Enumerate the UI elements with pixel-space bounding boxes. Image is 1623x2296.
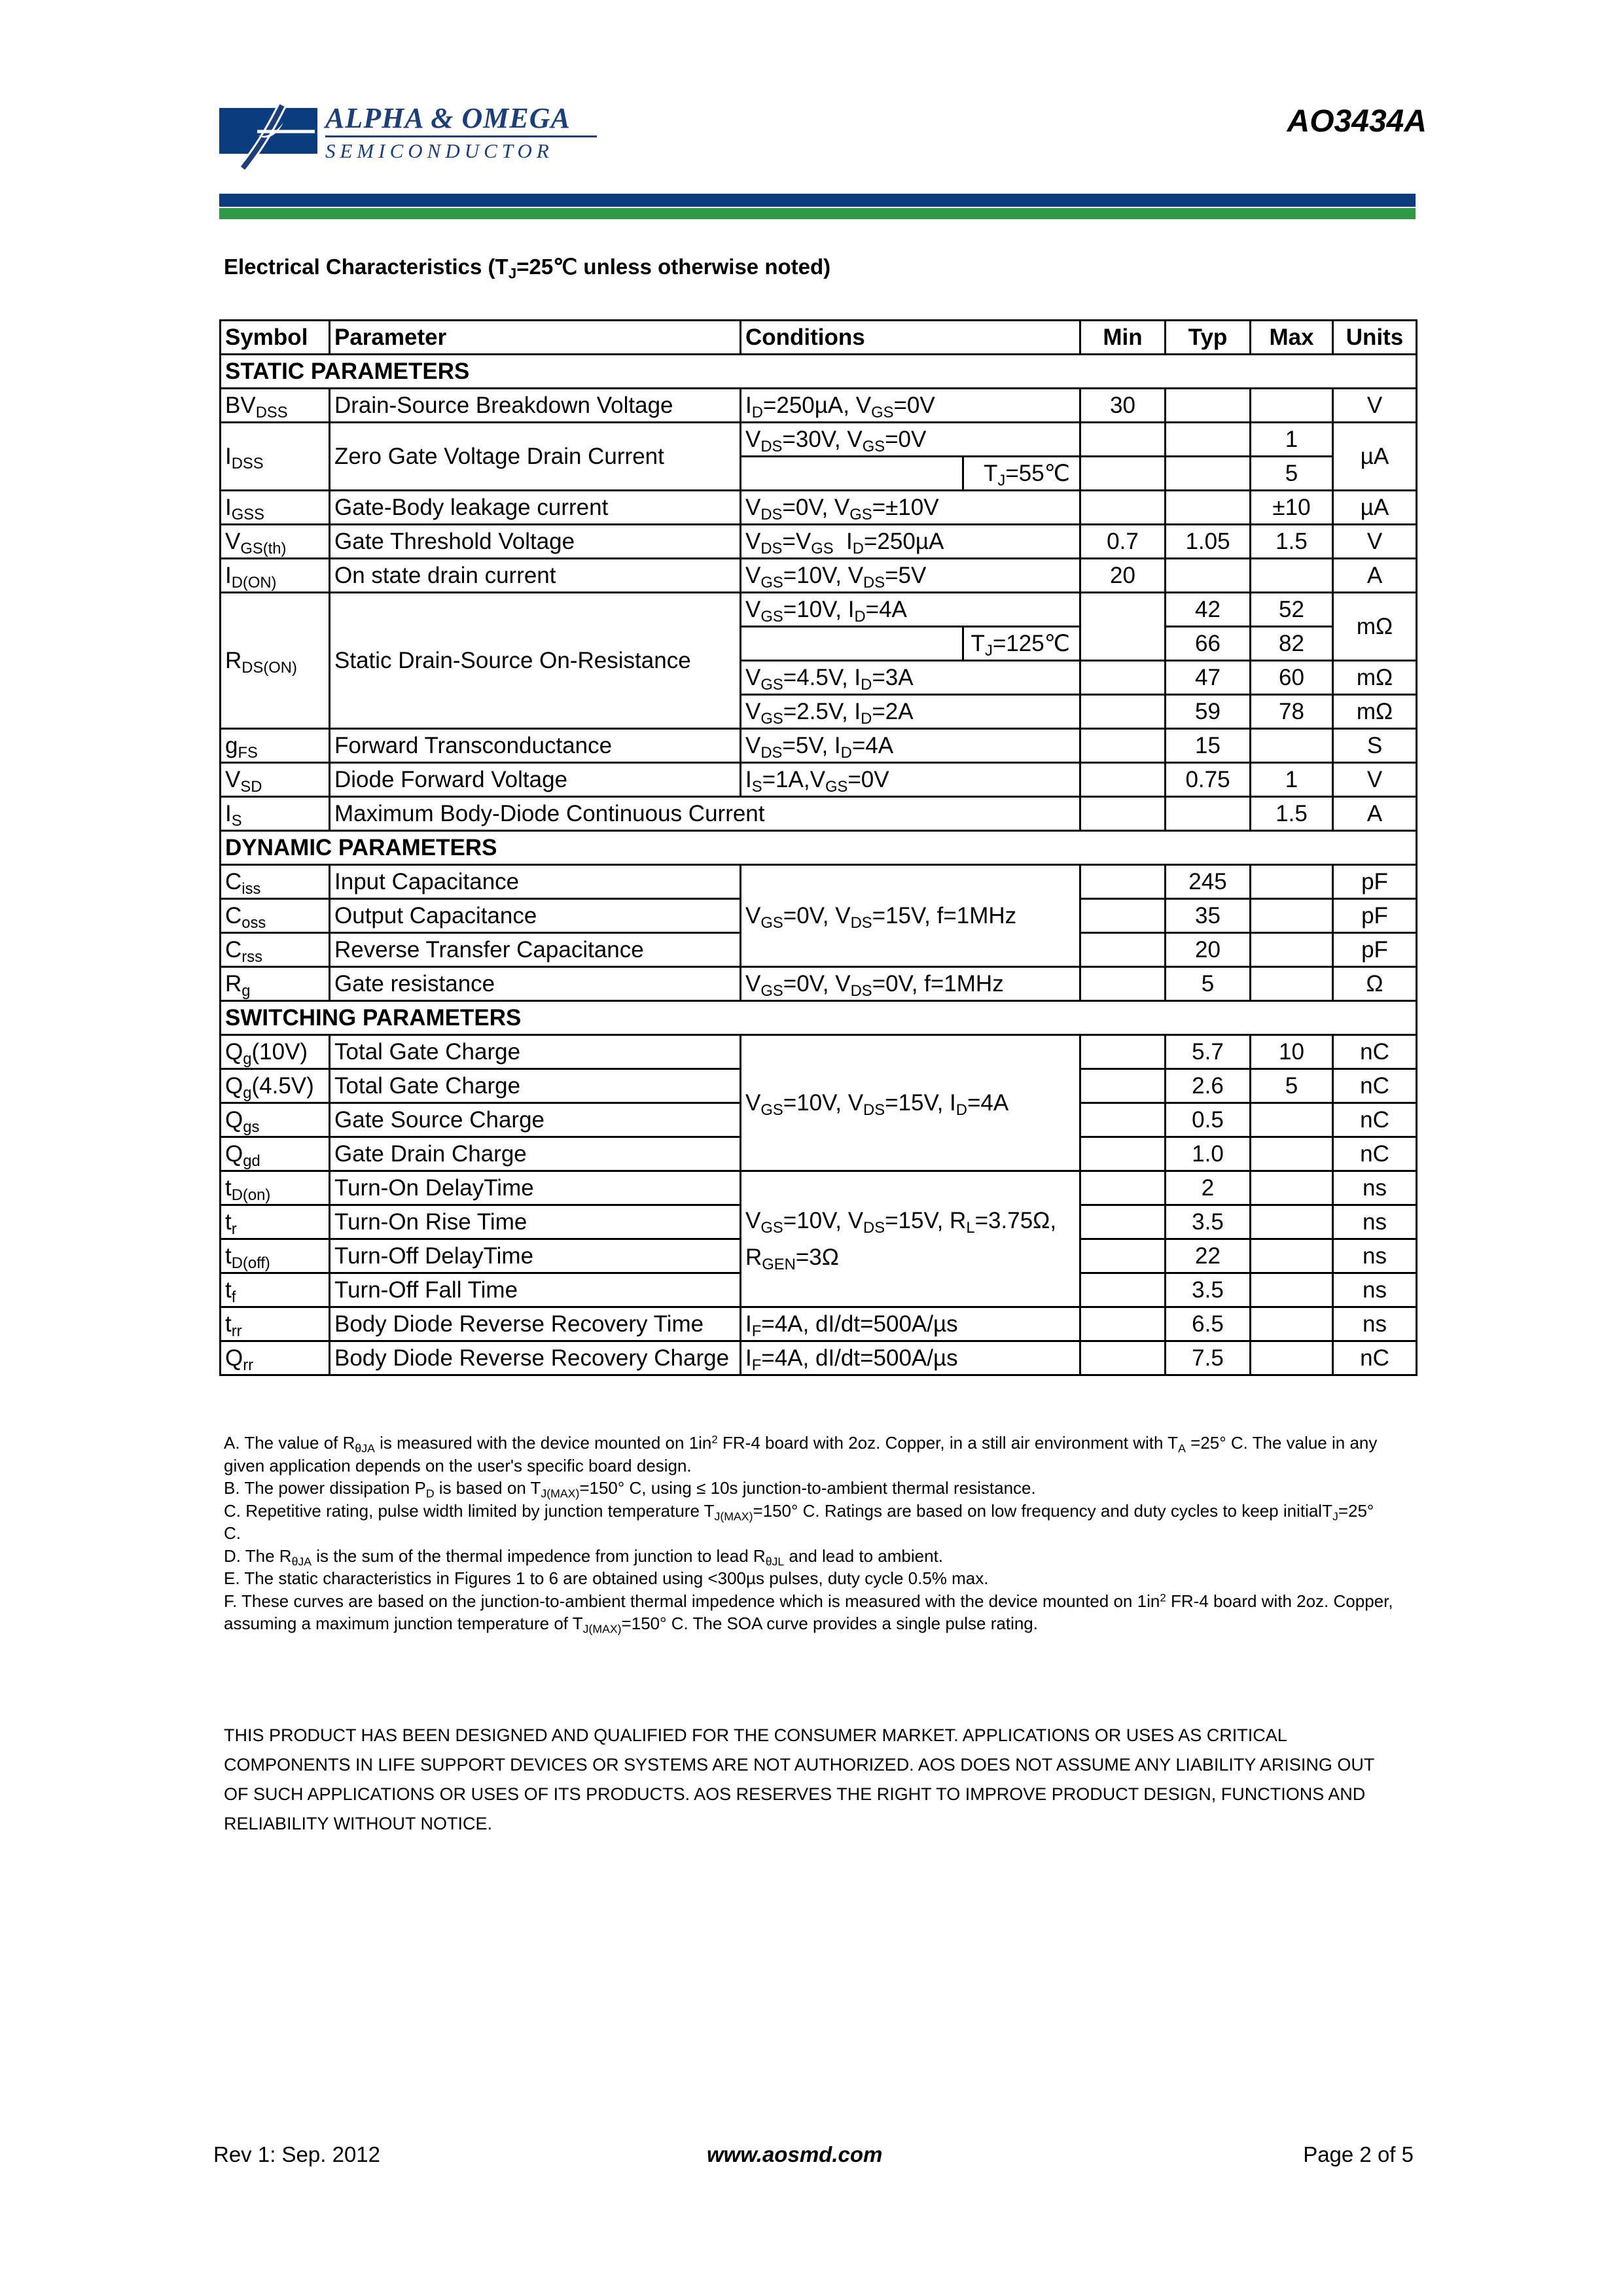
parameter-cell: Turn-Off Fall Time: [330, 1273, 741, 1307]
typ-cell: [1166, 423, 1251, 457]
max-cell: 82: [1251, 627, 1333, 661]
table-row: [221, 593, 1417, 627]
unit-cell: V: [1333, 763, 1417, 797]
unit-cell: mΩ: [1333, 593, 1417, 661]
min-cell: [1080, 1069, 1166, 1103]
parameter-cell: Gate-Body leakage current: [330, 491, 741, 525]
table-row: [221, 559, 1417, 593]
parameter-cell: Input Capacitance: [330, 865, 741, 899]
table-row: [221, 423, 1417, 457]
table-row: [221, 763, 1417, 797]
disclaimer: THIS PRODUCT HAS BEEN DESIGNED AND QUALIFIED FOR THE CONSUMER MARKET. APPLICATIONS OR USES AS CRITICAL COMPONENTS IN LIFE SUPPORT DEVICES OR SYSTEMS ARE NOT AUTHORIZED. AOS DOES NOT ASSUME ANY LIABILITY ARISING OUT OF SUCH APPLICATIONS OR USES OF ITS PRODUCTS. AOS RESERVES THE RIGHT TO IMPROVE PRODUCT DESIGN, FUNCTIONS AND RELIABILITY WITHOUT NOTICE.: [224, 1725, 1374, 1833]
unit-cell: A: [1333, 559, 1417, 593]
symbol-cell: $I_{DSS}$: [221, 423, 330, 491]
typ-cell: [1166, 491, 1251, 525]
max-cell: 5: [1251, 457, 1333, 491]
symbol-cell: $R_{DS(ON)}$: [221, 593, 330, 729]
unit-cell: µA: [1333, 491, 1417, 525]
max-cell: [1251, 1239, 1333, 1273]
typ-cell: 0.75: [1166, 763, 1251, 797]
table-row: [221, 1307, 1417, 1341]
max-cell: [1251, 1341, 1333, 1375]
unit-cell: ns: [1333, 1239, 1417, 1273]
min-cell: [1080, 899, 1166, 933]
max-cell: [1251, 967, 1333, 1001]
max-cell: [1251, 933, 1333, 967]
symbol-cell: $t_r$: [221, 1205, 330, 1239]
min-cell: [1080, 1205, 1166, 1239]
min-cell: [1080, 1137, 1166, 1171]
aos-logo-icon: [219, 103, 317, 171]
logo-divider: [325, 135, 597, 137]
max-cell: 10: [1251, 1035, 1333, 1069]
min-cell: 30: [1080, 389, 1166, 423]
typ-cell: 3.5: [1166, 1273, 1251, 1307]
max-cell: 1.5: [1251, 525, 1333, 559]
unit-cell: ns: [1333, 1273, 1417, 1307]
header-bar-green: [219, 208, 1416, 219]
typ-cell: 3.5: [1166, 1205, 1251, 1239]
max-cell: [1251, 729, 1333, 763]
conditions-cell: $I_D=250\mu A$, $V_{GS}=0V$: [741, 389, 1080, 423]
conditions-cell: $I_F=4A$, dI/dt=500A/µs: [741, 1307, 1080, 1341]
unit-cell: pF: [1333, 899, 1417, 933]
unit-cell: nC: [1333, 1069, 1417, 1103]
typ-cell: 42: [1166, 593, 1251, 627]
conditions-cell: $V_{DS}=0V$, $V_{GS}=\pm 10V$: [741, 491, 1080, 525]
symbol-cell: $C_{oss}$: [221, 899, 330, 933]
min-cell: [1080, 661, 1166, 695]
typ-cell: [1166, 457, 1251, 491]
max-cell: [1251, 1205, 1333, 1239]
unit-cell: S: [1333, 729, 1417, 763]
parameter-cell: Forward Transconductance: [330, 729, 741, 763]
company-name: ALPHA & OMEGA: [325, 102, 571, 134]
parameter-cell: On state drain current: [330, 559, 741, 593]
min-cell: [1080, 797, 1166, 831]
max-cell: 60: [1251, 661, 1333, 695]
unit-cell: µA: [1333, 423, 1417, 491]
min-cell: [1080, 1273, 1166, 1307]
min-cell: [1080, 491, 1166, 525]
section-switching: SWITCHING PARAMETERS: [221, 1001, 1417, 1035]
min-cell: [1080, 865, 1166, 899]
symbol-cell: $Q_g(10V)$: [221, 1035, 330, 1069]
min-cell: [1080, 1341, 1166, 1375]
parameter-cell: Total Gate Charge: [330, 1035, 741, 1069]
symbol-cell: $R_g$: [221, 967, 330, 1001]
typ-cell: 245: [1166, 865, 1251, 899]
typ-cell: 7.5: [1166, 1341, 1251, 1375]
unit-cell: nC: [1333, 1103, 1417, 1137]
typ-cell: 59: [1166, 695, 1251, 729]
col-max: Max: [1251, 321, 1333, 355]
parameter-cell: Turn-Off DelayTime: [330, 1239, 741, 1273]
parameter-cell: Turn-On DelayTime: [330, 1171, 741, 1205]
parameter-cell: Drain-Source Breakdown Voltage: [330, 389, 741, 423]
parameter-cell: Turn-On Rise Time: [330, 1205, 741, 1239]
conditions-cell: $V_{GS}=0V$, $V_{DS}=0V$, f=1MHz: [741, 967, 1080, 1001]
section-static: STATIC PARAMETERS: [221, 355, 1417, 389]
conditions-cell: $V_{DS}=5V$, $I_D=4A$: [741, 729, 1080, 763]
footnote-f: F. These curves are based on the junction-to-ambient thermal impedence which is measured with the device mounted on $1in^2$ FR-4 board with 2oz. Copper, assuming a maximum junction temperature of $T_{J(MAX)}=150^\circ$ C. The SOA curve provides a single pulse rating.: [224, 1591, 1393, 1636]
table-header-row: [221, 321, 1417, 355]
max-cell: [1251, 1273, 1333, 1307]
min-cell: [1080, 763, 1166, 797]
col-symbol: Symbol: [221, 321, 330, 355]
typ-cell: 5.7: [1166, 1035, 1251, 1069]
col-min: Min: [1080, 321, 1166, 355]
min-cell: 0.7: [1080, 525, 1166, 559]
unit-cell: V: [1333, 525, 1417, 559]
symbol-cell: $BV_{DSS}$: [221, 389, 330, 423]
parameter-cell: Output Capacitance: [330, 899, 741, 933]
max-cell: 1.5: [1251, 797, 1333, 831]
electrical-characteristics-table: [219, 319, 1418, 1376]
symbol-cell: $Q_{gs}$: [221, 1103, 330, 1137]
page-number: Page 2 of 5: [1303, 2142, 1414, 2166]
unit-cell: ns: [1333, 1205, 1417, 1239]
symbol-cell: $t_f$: [221, 1273, 330, 1307]
table-row: [221, 525, 1417, 559]
footnote-d: D. The $R_{\theta JA}$ is the sum of the thermal impedence from junction to lead $R_{\theta JL}$ and lead to ambient.: [224, 1545, 944, 1568]
conditions-cell: $V_{GS}=10V$, $V_{DS}=15V$, $I_D=4A$: [741, 1035, 1080, 1171]
max-cell: [1251, 1171, 1333, 1205]
min-cell: 20: [1080, 559, 1166, 593]
typ-cell: 2: [1166, 1171, 1251, 1205]
min-cell: [1080, 1103, 1166, 1137]
max-cell: 1: [1251, 763, 1333, 797]
table-row: [221, 967, 1417, 1001]
section-row: [221, 355, 1417, 389]
unit-cell: ns: [1333, 1307, 1417, 1341]
symbol-cell: $I_{GSS}$: [221, 491, 330, 525]
parameter-cell: Zero Gate Voltage Drain Current: [330, 423, 741, 491]
table-row: [221, 729, 1417, 763]
table-row: [221, 797, 1417, 831]
temperature-condition: $T_J=55℃$: [963, 457, 1080, 491]
typ-cell: 47: [1166, 661, 1251, 695]
min-cell: [1080, 593, 1166, 661]
unit-cell: pF: [1333, 933, 1417, 967]
parameter-cell: Reverse Transfer Capacitance: [330, 933, 741, 967]
typ-cell: 35: [1166, 899, 1251, 933]
symbol-cell: $V_{GS(th)}$: [221, 525, 330, 559]
section-dynamic: DYNAMIC PARAMETERS: [221, 831, 1417, 865]
footnotes: [224, 1432, 1395, 1635]
conditions-cell: $V_{GS}=2.5V$, $I_D=2A$: [741, 695, 1080, 729]
typ-cell: 6.5: [1166, 1307, 1251, 1341]
max-cell: 78: [1251, 695, 1333, 729]
typ-cell: [1166, 389, 1251, 423]
parameter-cell: Diode Forward Voltage: [330, 763, 741, 797]
footnote-a: A. The value of $R_{\theta JA}$ is measured with the device mounted on $1in^2$ FR-4 board with 2oz. Copper, in a still air environment with $T_A =25^\circ$ C. The value in any given application depends on the user's specific board design.: [224, 1433, 1378, 1475]
typ-cell: 1.05: [1166, 525, 1251, 559]
parameter-cell: Gate Source Charge: [330, 1103, 741, 1137]
conditions-cell: $V_{GS}=10V$, $V_{DS}=5V$: [741, 559, 1080, 593]
symbol-cell: $C_{rss}$: [221, 933, 330, 967]
max-cell: [1251, 1307, 1333, 1341]
col-typ: Typ: [1166, 321, 1251, 355]
table-row: [221, 389, 1417, 423]
parameter-cell: Maximum Body-Diode Continuous Current: [330, 797, 1080, 831]
min-cell: [1080, 729, 1166, 763]
max-cell: [1251, 865, 1333, 899]
unit-cell: Ω: [1333, 967, 1417, 1001]
min-cell: [1080, 967, 1166, 1001]
table-row: [221, 1171, 1417, 1205]
unit-cell: nC: [1333, 1137, 1417, 1171]
max-cell: 5: [1251, 1069, 1333, 1103]
col-conditions: Conditions: [741, 321, 1080, 355]
min-cell: [1080, 1035, 1166, 1069]
typ-cell: 2.6: [1166, 1069, 1251, 1103]
conditions-cell: $V_{GS}=4.5V$, $I_D=3A$: [741, 661, 1080, 695]
col-units: Units: [1333, 321, 1417, 355]
company-logo: [219, 101, 612, 173]
typ-cell: 0.5: [1166, 1103, 1251, 1137]
table-row: [221, 1035, 1417, 1069]
footnote-b: B. The power dissipation $P_D$ is based on $T_{J(MAX)}=150^\circ$ C, using ≤ 10s junction-to-ambient thermal resistance.: [224, 1478, 1036, 1500]
section-row: [221, 1001, 1417, 1035]
max-cell: 52: [1251, 593, 1333, 627]
typ-cell: 66: [1166, 627, 1251, 661]
symbol-cell: $Q_{gd}$: [221, 1137, 330, 1171]
min-cell: [1080, 1239, 1166, 1273]
col-parameter: Parameter: [330, 321, 741, 355]
unit-cell: mΩ: [1333, 661, 1417, 695]
footnote-e: E. The static characteristics in Figures 1 to 6 are obtained using <300µs pulses, duty cycle 0.5% max.: [224, 1568, 989, 1588]
typ-cell: 20: [1166, 933, 1251, 967]
min-cell: [1080, 933, 1166, 967]
unit-cell: nC: [1333, 1341, 1417, 1375]
conditions-cell: $V_{DS}=V_{GS}$ $I_D=250\mu A$: [741, 525, 1080, 559]
typ-cell: 1.0: [1166, 1137, 1251, 1171]
conditions-cell: $V_{GS}=0V$, $V_{DS}=15V$, f=1MHz: [741, 865, 1080, 967]
unit-cell: nC: [1333, 1035, 1417, 1069]
min-cell: [1080, 457, 1166, 491]
typ-cell: 22: [1166, 1239, 1251, 1273]
unit-cell: A: [1333, 797, 1417, 831]
min-cell: [1080, 1307, 1166, 1341]
min-cell: [1080, 423, 1166, 457]
parameter-cell: Total Gate Charge: [330, 1069, 741, 1103]
unit-cell: mΩ: [1333, 695, 1417, 729]
typ-cell: 5: [1166, 967, 1251, 1001]
parameter-cell: Static Drain-Source On-Resistance: [330, 593, 741, 729]
symbol-cell: $t_{rr}$: [221, 1307, 330, 1341]
conditions-cell: $V_{GS}=10V$, $I_D=4A$: [741, 593, 1080, 627]
max-cell: [1251, 1103, 1333, 1137]
revision-label: Rev 1: Sep. 2012: [213, 2142, 381, 2166]
typ-cell: 15: [1166, 729, 1251, 763]
conditions-cell: $V_{GS}=10V$, $V_{DS}=15V$, $R_L=3.75\Omega$, $R_{GEN}=3\Omega$: [741, 1171, 1080, 1307]
footnote-c: C. Repetitive rating, pulse width limited by junction temperature $T_{J(MAX)}=150^\circ$ C. Ratings are based on low frequency and duty cycles to keep initialT$_J$=25° C.: [224, 1500, 1374, 1543]
parameter-cell: Body Diode Reverse Recovery Time: [330, 1307, 741, 1341]
symbol-cell: $I_S$: [221, 797, 330, 831]
max-cell: [1251, 389, 1333, 423]
unit-cell: pF: [1333, 865, 1417, 899]
symbol-cell: $g_{FS}$: [221, 729, 330, 763]
symbol-cell: $I_{D(ON)}$: [221, 559, 330, 593]
header-bar-blue: [219, 194, 1416, 207]
symbol-cell: $t_{D(off)}$: [221, 1239, 330, 1273]
max-cell: [1251, 559, 1333, 593]
symbol-cell: $t_{D(on)}$: [221, 1171, 330, 1205]
parameter-cell: Gate Drain Charge: [330, 1137, 741, 1171]
symbol-cell: $C_{iss}$: [221, 865, 330, 899]
company-subtitle: SEMICONDUCTOR: [325, 139, 554, 162]
symbol-cell: $V_{SD}$: [221, 763, 330, 797]
conditions-spacer: [741, 457, 963, 491]
max-cell: [1251, 1137, 1333, 1171]
unit-cell: V: [1333, 389, 1417, 423]
min-cell: [1080, 695, 1166, 729]
symbol-cell: $Q_g(4.5V)$: [221, 1069, 330, 1103]
conditions-cell: $V_{DS}=30V$, $V_{GS}=0V$: [741, 423, 1080, 457]
unit-cell: ns: [1333, 1171, 1417, 1205]
typ-cell: [1166, 559, 1251, 593]
section-title: Electrical Characteristics ($T_J=25℃$ unless otherwise noted): [224, 255, 831, 282]
min-cell: [1080, 1171, 1166, 1205]
max-cell: 1: [1251, 423, 1333, 457]
part-number: AO3434A: [1287, 104, 1427, 139]
table-row: [221, 1341, 1417, 1375]
website-link[interactable]: www.aosmd.com: [707, 2142, 883, 2166]
max-cell: ±10: [1251, 491, 1333, 525]
conditions-cell: $I_S=1A,V_{GS}=0V$: [741, 763, 1080, 797]
conditions-cell: $I_F=4A$, dI/dt=500A/µs: [741, 1341, 1080, 1375]
parameter-cell: Gate resistance: [330, 967, 741, 1001]
symbol-cell: $Q_{rr}$: [221, 1341, 330, 1375]
table-row: [221, 491, 1417, 525]
parameter-cell: Gate Threshold Voltage: [330, 525, 741, 559]
conditions-spacer: [741, 627, 963, 661]
section-row: [221, 831, 1417, 865]
typ-cell: [1166, 797, 1251, 831]
max-cell: [1251, 899, 1333, 933]
parameter-cell: Body Diode Reverse Recovery Charge: [330, 1341, 741, 1375]
table-row: [221, 865, 1417, 899]
temperature-condition: $T_J=125℃$: [963, 627, 1080, 661]
